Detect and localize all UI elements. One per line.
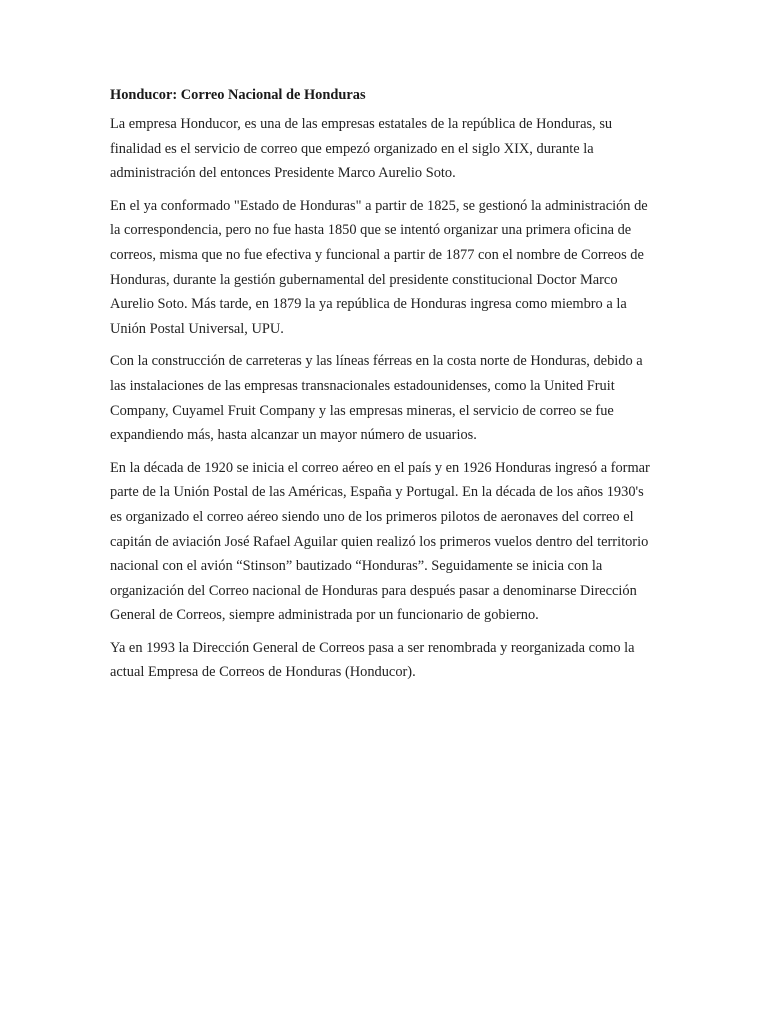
document-title: Honducor: Correo Nacional de Honduras: [110, 87, 366, 103]
document-body: [110, 86, 658, 685]
paragraph-airmail: En la década de 1920 se inicia el correo aéreo en el país y en 1926 Honduras ingresó a formar parte de la Unión Postal de las Américas, España y Portugal. En la década de los años 1930's es organizado el correo aéreo siendo uno de los primeros pilotos de aeronaves del correo el capitán de aviación José Rafael Aguilar quien realizó los primeros vuelos dentro del territorio nacional con el avión “Stinson” bautizado “Honduras”. Seguidamente se inicia con la organización del Correo nacional de Honduras para después pasar a denominarse Dirección General de Correos, siempre administrada por un funcionario de gobierno.: [110, 459, 650, 624]
paragraph-1993: Ya en 1993 la Dirección General de Correos pasa a ser renombrada y reorganizada como la actual Empresa de Correos de Honduras (Honducor).: [110, 639, 635, 681]
paragraph-history-1825: En el ya conformado "Estado de Honduras" a partir de 1825, se gestionó la administración de la correspondencia, pero no fue hasta 1850 que se intentó organizar una primera oficina de correos, misma que no fue efectiva y funcional a partir de 1877 con el nombre de Correos de Honduras, durante la gestión gubernamental del presidente constitucional Doctor Marco Aurelio Soto. Más tarde, en 1879 la ya república de Honduras ingresa como miembro a la Unión Postal Universal, UPU.: [110, 197, 648, 337]
paragraph-railways: Con la construcción de carreteras y las líneas férreas en la costa norte de Honduras, debido a las instalaciones de las empresas transnacionales estadounidenses, como la United Fruit Company, Cuyamel Fruit Company y las empresas mineras, el servicio de correo se fue expandiendo más, hasta alcanzar un mayor número de usuarios.: [110, 353, 643, 444]
paragraph-intro: La empresa Honducor, es una de las empresas estatales de la república de Honduras, su finalidad es el servicio de correo que empezó organizado en el siglo XIX, durante la administración del entonces Presidente Marco Aurelio Soto.: [110, 116, 613, 182]
